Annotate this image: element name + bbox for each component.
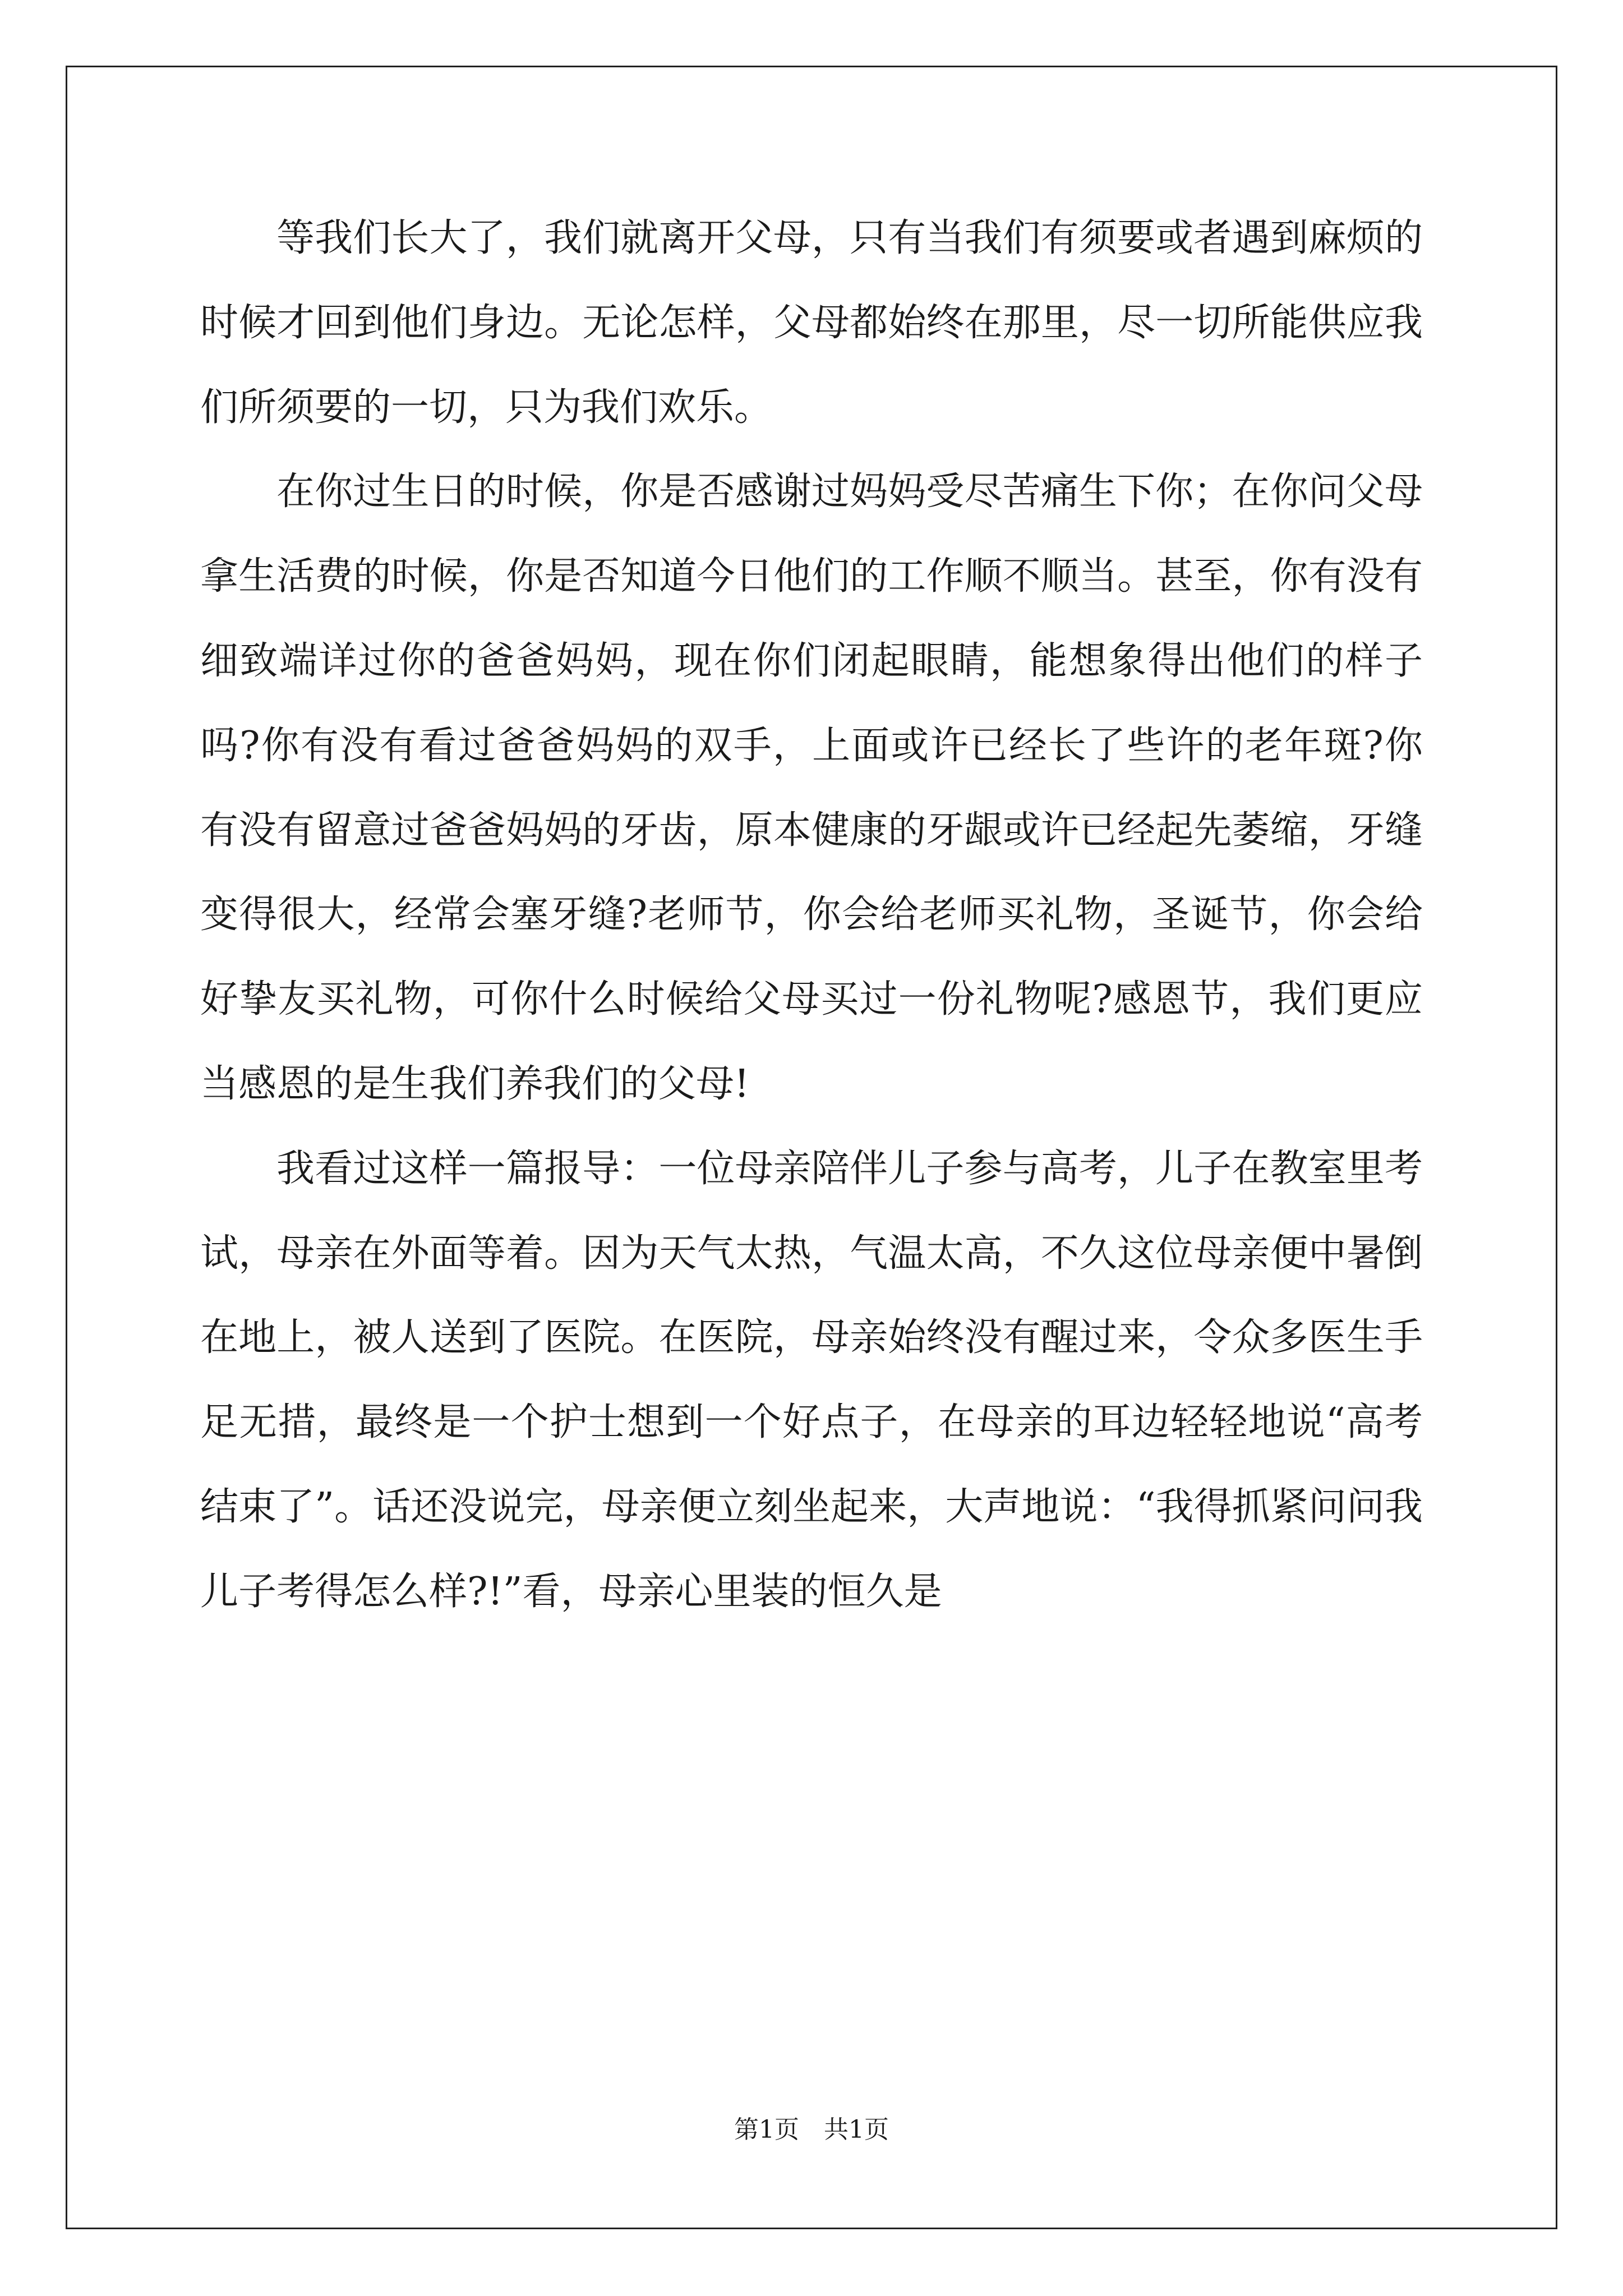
paragraph-3: 我看过这样一篇报导：一位母亲陪伴儿子参与高考，儿子在教室里考试，母亲在外面等着。因为天气太热，气温太高，不久这位母亲便中暑倒在地上，被人送到了医院。在医院，母亲始终没有醒过来，令众多医生手足无措，最终是一个护士想到一个好点子，在母亲的耳边轻轻地说“高考结束了”。话还没说完，母亲便立刻坐起来，大声地说：“我得抓紧问问我儿子考得怎么样?!”看，母亲心里装的恒久是 [200,1146,1423,1614]
document-body [200,196,1423,1635]
paragraph-2: 在你过生日的时候，你是否感谢过妈妈受尽苦痛生下你；在你问父母拿生活费的时候，你是否知道今日他们的工作顺不顺当。甚至，你有没有细致端详过你的爸爸妈妈，现在你们闭起眼睛，能想象得出他们的样子吗?你有没有看过爸爸妈妈的双手，上面或许已经长了些许的老年斑?你有没有留意过爸爸妈妈的牙齿，原本健康的牙龈或许已经起先萎缩，牙缝变得很大，经常会塞牙缝?老师节，你会给老师买礼物，圣诞节，你会给好挚友买礼物，可你什么时候给父母买过一份礼物呢?感恩节，我们更应当感恩的是生我们养我们的父母! [200,470,1423,1106]
page-total: 共1页 [824,2115,889,2144]
page-footer [0,2109,1623,2145]
page-number: 第1页 [734,2115,799,2144]
paragraph-1: 等我们长大了，我们就离开父母，只有当我们有须要或者遇到麻烦的时候才回到他们身边。无论怎样，父母都始终在那里，尽一切所能供应我们所须要的一切，只为我们欢乐。 [200,216,1423,430]
